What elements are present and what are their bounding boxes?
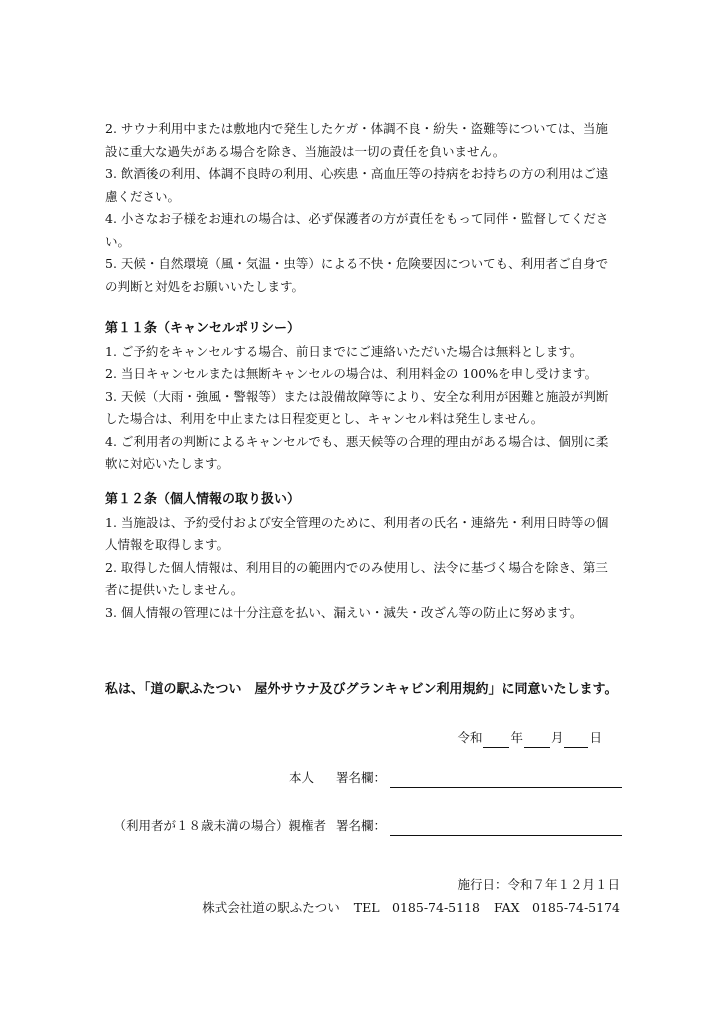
person-signature-row <box>289 768 622 788</box>
guardian-condition-label: （利用者が１８歳未満の場合）親権者 <box>113 818 326 833</box>
text-line: 軟に対応いたします。 <box>105 456 230 471</box>
article-11-cancellation <box>105 318 625 476</box>
article-11-heading: 第１１条（キャンセルポリシー） <box>105 321 301 336</box>
article-12-heading: 第１２条（個人情報の取り扱い） <box>105 492 301 507</box>
sign-label: 署名欄： <box>335 770 386 785</box>
day-blank[interactable] <box>564 733 588 748</box>
person-label: 本人 <box>288 770 314 785</box>
text-line: 4. ご利用者の判断によるキャンセルでも、悪天候等の合理的理由がある場合は、個別に柔 <box>105 433 609 449</box>
text-line: 1. 当施設は、予約受付および安全管理のために、利用者の氏名・連絡先・利用日時等の個 <box>105 514 609 530</box>
text-line: 1. ご予約をキャンセルする場合、前日までにご連絡いただいた場合は無料とします。 <box>105 343 583 359</box>
liability-items <box>105 118 625 298</box>
text-line: 人情報を取得します。 <box>105 537 230 552</box>
text-line: 者に提供いたしません。 <box>105 582 244 597</box>
company-name: 株式会社道の駅ふたつい <box>202 900 340 915</box>
text-line: の判断と対処をお願いいたします。 <box>105 278 305 294</box>
month-blank[interactable] <box>524 733 550 748</box>
text-line: 2. 取得した個人情報は、利用目的の範囲内でのみ使用し、法令に基づく場合を除き、第三 <box>105 559 608 575</box>
guardian-signature-row <box>113 816 622 836</box>
era-label: 令和 <box>457 730 483 745</box>
consent-statement: 私は、「道の駅ふたつい 屋外サウナ及びグランキャビン利用規約」に同意いたします。 <box>105 682 618 697</box>
day-label: 日 <box>589 730 602 745</box>
text-line: 2. 当日キャンセルまたは無断キャンセルの場合は、利用料金の 100%を申し受けます。 <box>105 366 598 381</box>
guardian-sign-label: 署名欄： <box>335 818 386 833</box>
effective-date: 施行日：令和７年１２月１日 <box>457 877 620 892</box>
text-line: 3. 個人情報の管理には十分注意を払い、漏えい・滅失・改ざん等の防止に努めます。 <box>105 604 583 620</box>
text-line: した場合は、利用を中止または日程変更とし、キャンセル料は発生しません。 <box>105 411 544 426</box>
text-line: 設に重大な過失がある場合を除き、当施設は一切の責任を負いません。 <box>105 143 506 159</box>
text-line: 慮ください。 <box>105 188 181 204</box>
company-contact <box>202 897 620 919</box>
text-line: 5. 天候・自然環境（風・気温・虫等）による不快・危険要因についても、利用者ご自身で <box>105 256 609 271</box>
text-line: い。 <box>105 233 131 249</box>
text-line: 4. 小さなお子様をお連れの場合は、必ず保護者の方が責任をもって同伴・監督してくださ <box>105 211 609 226</box>
fax-number: FAX 0185-74-5174 <box>494 900 620 915</box>
date-field <box>457 728 602 748</box>
person-signature-line[interactable] <box>390 772 622 788</box>
text-line: 3. 天候（大雨・強風・警報等）または設備故障等により、安全な利用が困難と施設が判断 <box>105 388 609 404</box>
year-blank[interactable] <box>483 733 509 748</box>
tel-number: TEL 0185-74-5118 <box>353 900 480 915</box>
month-label: 月 <box>550 730 564 745</box>
text-line: 2. サウナ利用中または敷地内で発生したケガ・体調不良・紛失・盗難等については、当施 <box>105 121 608 136</box>
text-line: 3. 飲酒後の利用、体調不良時の利用、心疾患・高血圧等の持病をお持ちの方の利用はご遠 <box>105 166 609 181</box>
year-label: 年 <box>510 730 523 745</box>
guardian-signature-line[interactable] <box>390 820 622 836</box>
article-12-privacy <box>105 489 625 624</box>
